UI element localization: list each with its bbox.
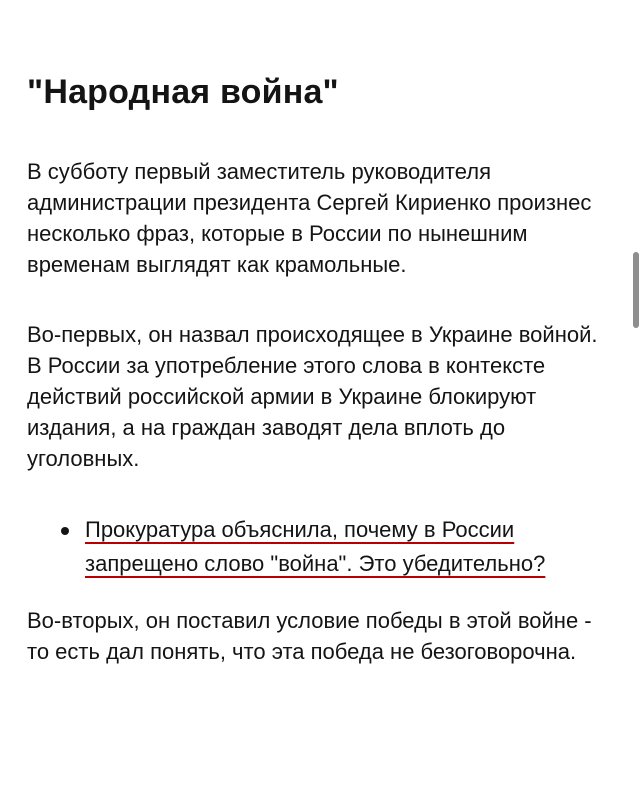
section-heading: "Народная война": [27, 73, 339, 111]
related-article-link[interactable]: Прокуратура объяснила, почему в России запрещено слово "война". Это убедительно?: [85, 517, 546, 576]
bullet-icon: [61, 527, 69, 535]
article-body: [27, 72, 617, 667]
article-paragraph: В субботу первый заместитель руководителя администрации президента Сергей Кириенко произнес несколько фраз, которые в России по нынешним временам выглядят как крамольные.: [27, 159, 592, 277]
related-link-item: [27, 513, 617, 581]
article-paragraph: Во-первых, он назвал происходящее в Украине войной. В России за употребление этого слова в контексте действий российской армии в Украине блокируют издания, а на граждан заводят дела вплоть до уголовных.: [27, 322, 598, 471]
related-links-list: [27, 513, 617, 581]
scrollbar-thumb[interactable]: [633, 252, 639, 328]
article-paragraph: Во-вторых, он поставил условие победы в этой войне - то есть дал понять, что эта победа не безоговорочна.: [27, 608, 592, 664]
